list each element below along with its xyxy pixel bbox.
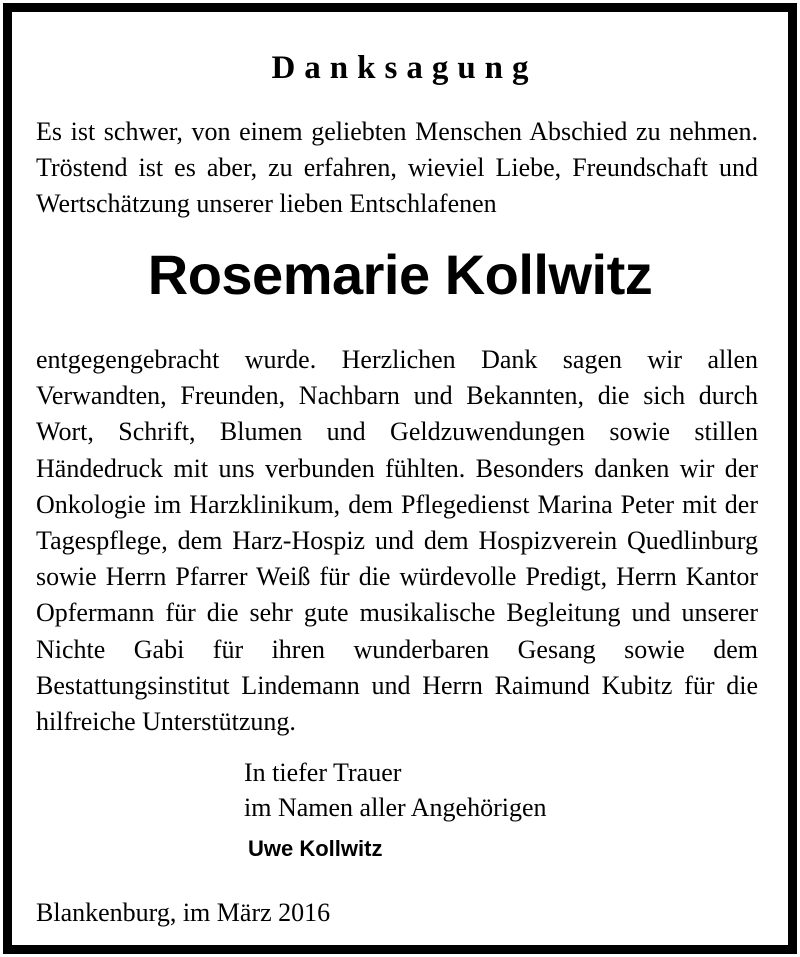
mourning-line-1: In tiefer Trauer — [244, 758, 402, 787]
thanks-paragraph: entgegengebracht wurde. Herzlichen Dank sagen wir allen Verwandten, Freunden, Nachbarn und Bekannten, die sich durch Wort, Schrift, Blumen und Geldzuwendungen sowie stillen Händedruck mit uns verbunden fühlten. Besonders danken wir der Onkologie im Harzklinikum, dem Pflegedienst Marina Peter mit der Tagespflege, dem Harz-Hospiz und dem Hospizverein Quedlinburg sowie Herrn Pfarrer Weiß für die würdevolle Predigt, Herrn Kantor Opfermann für die sehr gute musikalische Begleitung und unserer Nichte Gabi für ihren wunderbaren Gesang sowie dem Bestattungsinstitut Lindemann und Herrn Raimund Kubitz für die hilfreiche Unterstützung. — [36, 345, 758, 737]
mourning-line-2: im Namen aller Angehörigen — [244, 793, 547, 822]
deceased-name: Rosemarie Kollwitz — [147, 243, 653, 306]
notice-title: Danksagung — [271, 50, 538, 86]
signer-name: Uwe Kollwitz — [248, 836, 383, 861]
intro-paragraph: Es ist schwer, von einem geliebten Menschen Abschied zu nehmen. Tröstend ist es aber, zu erfahren, wieviel Liebe, Freundschaft und Wertschätzung unserer lieben Entschlafenen — [36, 117, 758, 219]
place-date: Blankenburg, im März 2016 — [36, 898, 331, 927]
